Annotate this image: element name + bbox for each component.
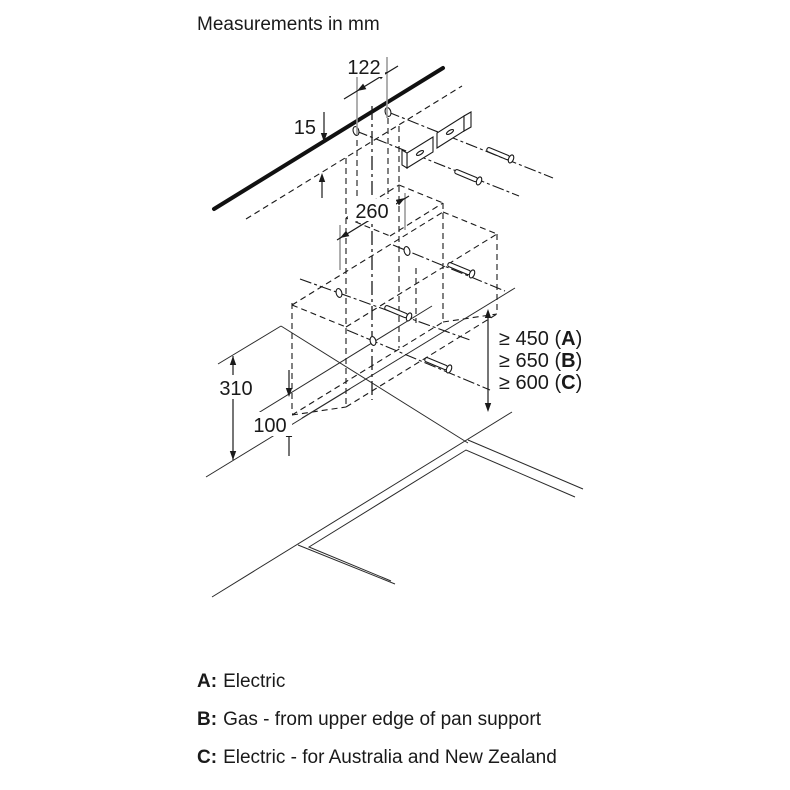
clearance-c-label: ≥ 600 (C) — [499, 372, 583, 394]
dim-100-label: 100 — [253, 415, 287, 437]
legend — [197, 671, 557, 768]
mounting-bracket-lower — [402, 137, 433, 168]
mounting-bracket-upper — [437, 112, 471, 148]
dashed-vertical-edges — [292, 106, 497, 415]
dim-260-label: 260 — [355, 201, 389, 223]
legend-row-b: B: Gas - from upper edge of pan support — [197, 709, 541, 730]
dimension-310 — [213, 356, 260, 460]
dim-310-label: 310 — [219, 378, 253, 400]
diagram-title: Measurements in mm — [197, 14, 380, 35]
dim-15-label: 15 — [293, 117, 316, 139]
dimension-260 — [337, 193, 409, 270]
clearance-b-label: ≥ 650 (B) — [499, 350, 583, 372]
legend-row-a: A: Electric — [197, 671, 286, 692]
dim-122-label: 122 — [347, 57, 381, 79]
screw-top-right — [485, 145, 514, 164]
screw-top-left — [453, 167, 482, 186]
clearance-a-label: ≥ 450 (A) — [499, 328, 583, 350]
dimension-122 — [341, 55, 398, 135]
legend-row-c: C: Electric - for Australia and New Zealand — [197, 747, 557, 768]
screw-mid-center — [383, 303, 412, 322]
dimension-clearance — [485, 309, 582, 412]
screw-mid-right — [446, 260, 475, 279]
